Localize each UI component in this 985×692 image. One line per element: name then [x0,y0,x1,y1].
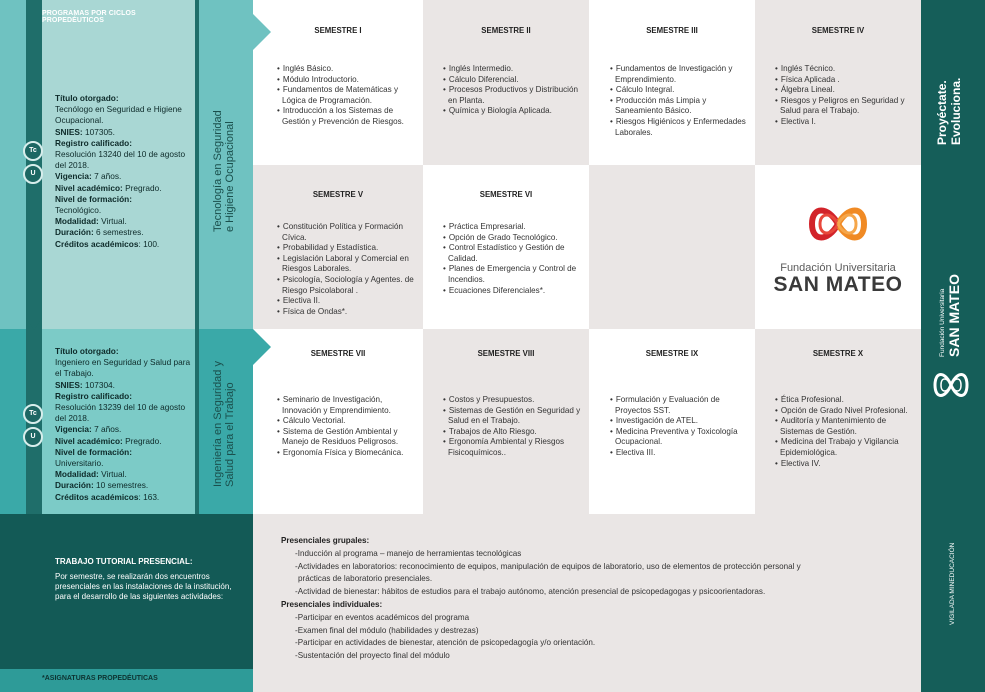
subject-item: • Ecuaciones Diferenciales*. [441,286,586,297]
subject-item: • Medicina del Trabajo y Vigilancia Epidemiológica. [773,437,918,458]
grupales-item: -Actividad de bienestar: hábitos de estudios para el trabajo autónomo, atención presencial de psicopedagogas y psicoorientadoras. [295,587,766,597]
semester-9-subjects [608,395,753,459]
slogan: Proyéctate. Evoluciona. [935,77,963,145]
subject-item: • Sistema de Gestión Ambiental y Manejo de Residuos Peligrosos. [275,427,420,448]
subject-item: • Álgebra Lineal. [773,85,918,96]
subject-item: • Control Estadístico y Gestión de Calidad. [441,243,586,264]
subject-item: • Seminario de Investigación, Innovación y Emprendimiento. [275,395,420,416]
semester-3-title: SEMESTRE III [646,26,698,35]
subject-item: • Psicología, Sociología y Agentes. de Riesgo Psicolaboral . [275,275,420,296]
programs-header: PROGRAMAS POR CICLOS PROPEDÉUTICOS [42,10,136,24]
program2-divider [195,329,199,514]
subject-item: • Trabajos de Alto Riesgo. [441,427,586,438]
semester-10-title: SEMESTRE X [812,349,864,358]
subject-item: • Costos y Presupuestos. [441,395,586,406]
program2-info: Título otorgado: Ingeniero en Seguridad y Salud para el Trabajo. SNIES: 107304. Registro calificado: Resolución 13239 del 10 de agosto del 2018. Vigencia: 7 años. Nivel académico: Pregrado. Nivel de formación: Universitario. Modalidad: Virtual. Duración: 10 semestres. Créditos académicos: 163. [55,346,191,502]
semester-6-subjects [441,222,586,296]
semester-10-subjects [773,395,918,469]
subject-item: • Cálculo Vectorial. [275,416,420,427]
individuales-item: -Participar en actividades de bienestar, atención de psicopedagogía y/o orientación. [295,638,596,648]
subject-item: • Práctica Empresarial. [441,222,586,233]
subject-item: • Electiva I. [773,117,918,128]
subject-item: • Investigación de ATEL. [608,416,753,427]
san-mateo-emblem-icon [933,363,969,407]
semester-3-subjects [608,64,753,138]
subject-item: • Fundamentos de Investigación y Emprendimiento. [608,64,753,85]
subject-item: • Física Aplicada . [773,75,918,86]
grupales-title: Presenciales grupales: [281,536,370,545]
subject-item: • Riesgos Higiénicos y Enfermedades Laborales. [608,117,753,138]
semester-4-title: SEMESTRE IV [811,26,865,35]
logo-line2: SAN MATEO [773,273,903,296]
program1-info: Título otorgado: Tecnólogo en Seguridad e Higiene Ocupacional. SNIES: 107305. Registro calificado: Resolución 13240 del 10 de agosto del 2018. Vigencia: 7 años. Nivel académico: Pregrado. Nivel de formación: Tecnológico. Modalidad: Virtual. Duración: 6 semestres. Créditos académicos: 100. [55,93,186,249]
subject-item: • Inglés Intermedio. [441,64,586,75]
semester-7-subjects [275,395,420,459]
subject-item: • Procesos Productivos y Distribución en Planta. [441,85,586,106]
technologist-badge: Tc [23,141,43,161]
subject-item: • Física de Ondas*. [275,307,420,318]
grupales-item: -Actividades en laboratorios: reconocimiento de equipos, manipulación de equipos de laboratorio, uso de elementos de protección personal y [295,561,801,571]
program1-divider [195,0,199,329]
subject-item: • Opción de Grado Nivel Profesional. [773,406,918,417]
logo-line1: Fundación Universitaria [780,262,896,274]
right-brand-text: Fundación Universitaria SAN MATEO [939,274,962,357]
semester-1-title: SEMESTRE I [314,26,362,35]
arrow-down-icon [26,318,42,332]
subject-item: • Fundamentos de Matemáticas y Lógica de Programación. [275,85,420,106]
subject-item: • Inglés Básico. [275,64,420,75]
subject-item: • Ergonomía Física y Biomecánica. [275,448,420,459]
subject-item: • Planes de Emergencia y Control de Incendios. [441,264,586,285]
presenciales-text [281,535,911,663]
subject-item: • Cálculo Diferencial. [441,75,586,86]
semester-6-title: SEMESTRE VI [479,190,533,199]
university-badge: U [23,164,43,184]
semester-4-subjects [773,64,918,128]
subject-item: • Riesgos y Peligros en Seguridad y Salud para el Trabajo. [773,96,918,117]
tutorial-title: TRABAJO TUTORIAL PRESENCIAL: [55,557,193,566]
subject-item: • Legislación Laboral y Comercial en Riesgos Laborales. [275,254,420,275]
subject-item: • Medicina Preventiva y Toxicología Ocupacional. [608,427,753,448]
subject-item: • Introducción a los Sistemas de Gestión y Prevención de Riesgos. [275,106,420,127]
footnote: *ASIGNATURAS PROPEDÉUTICAS [42,675,158,682]
subject-item: • Producción más Limpia y Saneamiento Básico. [608,96,753,117]
subject-item: • Inglés Técnico. [773,64,918,75]
semester-5-title: SEMESTRE V [312,190,364,199]
subject-item: • Constitución Política y Formación Cívica. [275,222,420,243]
subject-item: • Sistemas de Gestión en Seguridad y Salud en el Trabajo. [441,406,586,427]
subject-item: • Ergonomía Ambiental y Riesgos Fisicoquímicos.. [441,437,586,458]
semester-2-subjects [441,64,586,117]
subject-item: • Auditoría y Mantenimiento de Sistemas de Gestión. [773,416,918,437]
semester-7-title: SEMESTRE VII [310,349,366,358]
subject-item: • Ética Profesional. [773,395,918,406]
individuales-title: Presenciales individuales: [281,599,383,609]
individuales-item: -Examen final del módulo (habilidades y destrezas) [295,625,479,635]
tutorial-text: Por semestre, se realizarán dos encuentros presenciales en las instalaciones de la institución, para el desarrollo de las siguientes actividades: [55,572,232,602]
program1-vertical-title: Tecnología en Seguridad e Higiene Ocupacional [212,110,236,232]
subject-item: • Electiva IV. [773,459,918,470]
semester-5-subjects [275,222,420,317]
technologist-badge: Tc [23,404,43,424]
semester-9-title: SEMESTRE IX [645,349,699,358]
semester-2-title: SEMESTRE II [481,26,531,35]
semester-8-title: SEMESTRE VIII [477,349,535,358]
subject-item: • Electiva III. [608,448,753,459]
program2-vertical-title: Ingeniería en Seguridad y Salud para el Trabajo [212,361,236,487]
subject-item: • Electiva II. [275,296,420,307]
arrow-right-icon [253,329,273,365]
grupales-item: -Inducción al programa – manejo de herramientas tecnológicas [295,548,522,558]
grupales-item: prácticas de laboratorio presenciales. [298,574,433,584]
subject-item: • Química y Biología Aplicada. [441,106,586,117]
vigilada-text: VIGILADA MINEDUCACIÓN [949,542,956,625]
semester-8-subjects [441,395,586,459]
subject-item: • Formulación y Evaluación de Proyectos SST. [608,395,753,416]
subject-item: • Probabilidad y Estadística. [275,243,420,254]
subject-item: • Módulo Introductorio. [275,75,420,86]
subject-item: • Opción de Grado Tecnológico. [441,233,586,244]
subject-item: • Cálculo Integral. [608,85,753,96]
university-badge: U [23,427,43,447]
individuales-item: -Sustentación del proyecto final del módulo [295,651,450,661]
individuales-item: -Participar en eventos académicos del programa [295,612,470,622]
semester-1-subjects [275,64,420,128]
empty-cell [589,165,755,329]
san-mateo-logo-icon [806,196,870,252]
